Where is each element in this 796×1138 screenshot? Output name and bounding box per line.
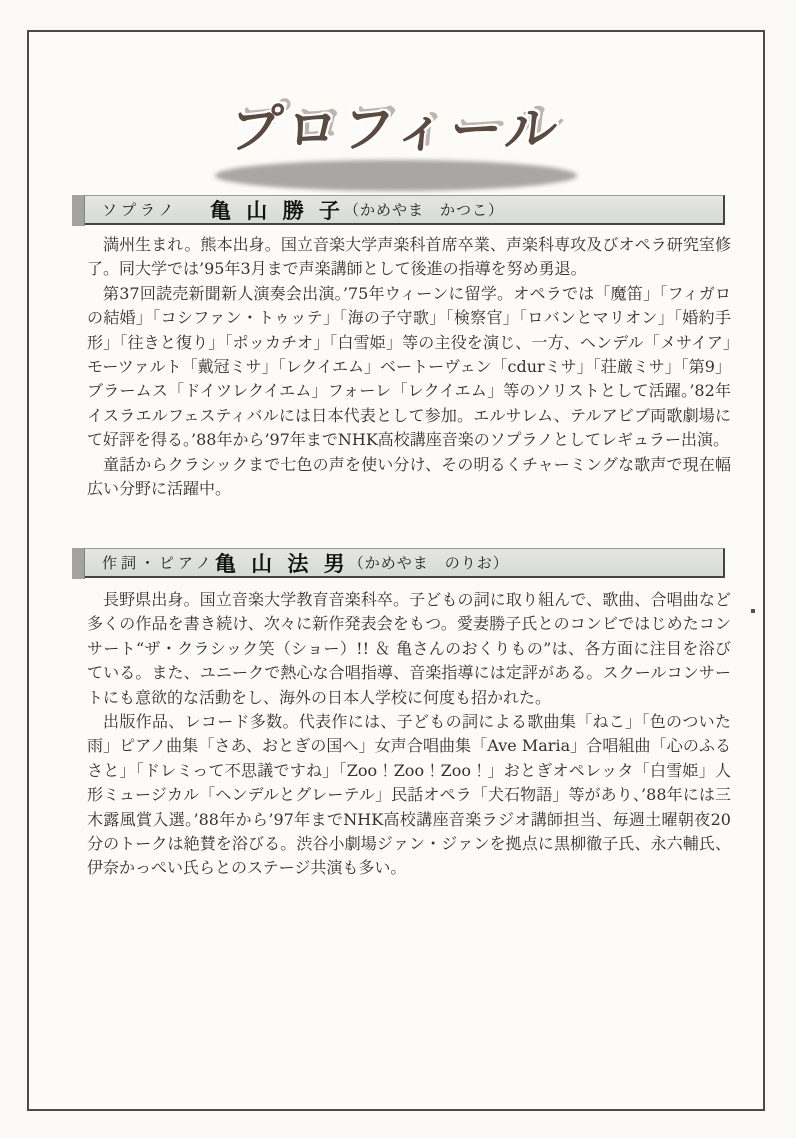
header-accent-square [72, 195, 85, 226]
paragraph: 満州生まれ。熊本出身。国立音楽大学声楽科首席卒業、声楽科専攻及びオペラ研究室修了。同大学では’95年3月まで声楽講師として後進の指導を努め勇退。 [87, 235, 731, 279]
profile-text-soprano [87, 233, 731, 501]
header-accent-square [72, 548, 85, 579]
performer-kana: （かめやま かつこ） [343, 201, 504, 219]
performer-role: ソプラノ [102, 201, 178, 219]
performer-name: 亀 山 法 男 [214, 550, 349, 576]
paragraph: 長野県出身。国立音楽大学教育音楽科卒。子どもの詞に取り組んで、歌曲、合唱曲など多くの作品を書き続け、次々に新作発表会をもつ。愛妻勝子氏とのコンビではじめたコンサート“ザ・クラシック笑（ショー）!! ＆ 亀さんのおくりもの”は、各方面に注目を浴びている。また、ユニークで熱心な合唱指導、音楽指導には定評がある。スクールコンサートにも意欲的な活動をし、海外の日本人学校に何度も招かれた。 [87, 590, 731, 707]
section-header-soprano [72, 195, 725, 225]
paragraph: 出版作品、レコード多数。代表作には、子どもの詞による歌曲集「ねこ」「色のついた雨」ピアノ曲集「さあ、おとぎの国へ」女声合唱曲集「Ave Maria」合唱組曲「心のふるさと」「ドレミって不思議ですね」「Zoo！Zoo！Zoo！」おとぎオペレッタ「白雪姫」人形ミュージカル「ヘンデルとグレーテル」民話オペラ「犬石物語」等があり、’88年には三木露風賞入選。’88年から’97年までNHK高校講座音楽ラジオ講師担当、毎週土曜朝夜20分のトークは絶賛を浴びる。渋谷小劇場ジァン・ジァンを拠点に黒柳徹子氏、永六輔氏、伊奈かっぺい氏らとのステージ共演も多い。 [87, 712, 731, 878]
paragraph: 第37回読売新聞新人演奏会出演。’75年ウィーンに留学。オペラでは「魔笛」「フィガロの結婚」「コシファン・トゥッテ」「海の子守歌」「検察官」「ロバンとマリオン」「婚約手形」「往きと復り」「ポッカチオ」「白雪姫」等の主役を演じ、一方、ヘンデル「メサイア」モーツァルト「戴冠ミサ」「レクイエム」ベートーヴェン「cdurミサ」「荘厳ミサ」「第9」ブラームス「ドイツレクイエム」フォーレ「レクイエム」等のソリストとして活躍。’82年イスラエルフェスティバルには日本代表として参加。エルサレム、テルアビブ両歌劇場にて好評を得る。’88年から’97年までNHK高校講座音楽のソプラノとしてレギュラー出演。 [87, 283, 731, 450]
performer-name: 亀 山 勝 子 [210, 197, 344, 223]
title-graphic [29, 87, 763, 202]
page-frame [27, 30, 765, 1111]
scan-speck [751, 609, 755, 613]
page-title: プロフィール [227, 100, 564, 160]
section-header-lyricist-piano [72, 548, 725, 578]
performer-kana: （かめやま のりお） [348, 554, 509, 572]
paragraph: 童話からクラシックまで七色の声を使い分け、その明るくチャーミングな歌声で現在幅広い分野に活躍中。 [87, 454, 731, 499]
title-shadow-ellipse [215, 160, 577, 191]
profile-text-lyricist-piano [87, 588, 731, 881]
performer-role: 作詞・ピアノ [102, 554, 215, 572]
